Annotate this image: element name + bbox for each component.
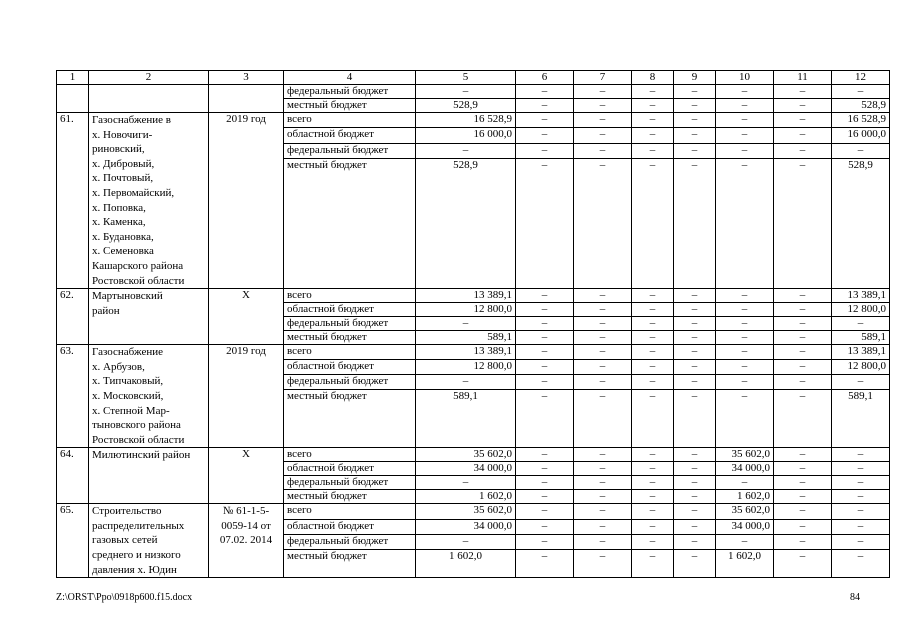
value-cell: – (674, 113, 716, 128)
value-cell: 34 000,0 (416, 462, 516, 476)
value-cell: – (632, 504, 674, 519)
budget-label: всего (284, 289, 416, 303)
value-cell: – (574, 289, 632, 303)
value-cell: – (516, 375, 574, 390)
row-number: 63. (57, 345, 89, 448)
value-cell: 34 000,0 (716, 519, 774, 534)
value-cell: – (674, 519, 716, 534)
table-row (57, 289, 890, 303)
value-cell: 13 389,1 (832, 289, 890, 303)
value-cell: – (716, 289, 774, 303)
value-cell: 13 389,1 (832, 345, 890, 360)
object-name: Газоснабжение х. Арбузов, х. Типчаковый, х. Московский, х. Степной Мар- тыновского района Ростовской области (89, 345, 209, 448)
value-cell: – (674, 303, 716, 317)
header-row (57, 71, 890, 85)
value-cell: – (516, 331, 574, 345)
row-number: 64. (57, 448, 89, 504)
col-header: 5 (416, 71, 516, 85)
value-cell: – (774, 113, 832, 128)
value-cell: – (574, 490, 632, 504)
value-cell: – (774, 159, 832, 289)
value-cell: – (674, 345, 716, 360)
value-cell: – (416, 317, 516, 331)
value-cell: 1 602,0 (716, 550, 774, 578)
value-cell: 1 602,0 (416, 490, 516, 504)
value-cell: – (416, 85, 516, 99)
value-cell: – (516, 289, 574, 303)
value-cell: – (574, 317, 632, 331)
value-cell: 13 389,1 (416, 345, 516, 360)
value-cell: – (674, 462, 716, 476)
value-cell: – (832, 375, 890, 390)
value-cell: – (516, 345, 574, 360)
budget-label: всего (284, 504, 416, 519)
value-cell: – (632, 345, 674, 360)
budget-label: федеральный бюджет (284, 534, 416, 549)
value-cell: – (832, 317, 890, 331)
value-cell: – (774, 375, 832, 390)
value-cell: – (832, 534, 890, 549)
value-cell: 589,1 (832, 331, 890, 345)
value-cell: – (632, 490, 674, 504)
value-cell: – (574, 128, 632, 143)
value-cell: – (774, 519, 832, 534)
table-row (57, 85, 890, 99)
value-cell: – (674, 534, 716, 549)
value-cell: – (674, 143, 716, 158)
col-header: 12 (832, 71, 890, 85)
value-cell: – (774, 85, 832, 99)
value-cell: – (716, 113, 774, 128)
value-cell: – (774, 448, 832, 462)
value-cell: – (716, 390, 774, 448)
table-row (57, 504, 890, 519)
value-cell: – (674, 159, 716, 289)
value-cell: – (516, 476, 574, 490)
value-cell: – (832, 490, 890, 504)
value-cell: – (774, 360, 832, 375)
value-cell: – (574, 550, 632, 578)
value-cell: – (774, 331, 832, 345)
value-cell: – (516, 504, 574, 519)
col-header: 11 (774, 71, 832, 85)
value-cell: – (574, 462, 632, 476)
value-cell: – (632, 113, 674, 128)
budget-label: местный бюджет (284, 390, 416, 448)
value-cell: – (716, 476, 774, 490)
value-cell: – (832, 85, 890, 99)
value-cell: – (716, 345, 774, 360)
budget-label: областной бюджет (284, 519, 416, 534)
value-cell: – (716, 303, 774, 317)
value-cell: – (632, 143, 674, 158)
value-cell: – (632, 289, 674, 303)
value-cell: – (516, 99, 574, 113)
value-cell: – (832, 504, 890, 519)
value-cell: – (674, 476, 716, 490)
value-cell: – (832, 519, 890, 534)
value-cell: – (774, 390, 832, 448)
value-cell: 34 000,0 (716, 462, 774, 476)
value-cell: – (574, 375, 632, 390)
value-cell: 16 528,9 (416, 113, 516, 128)
value-cell: 16 000,0 (416, 128, 516, 143)
col-header: 2 (89, 71, 209, 85)
value-cell: – (832, 476, 890, 490)
value-cell: 35 602,0 (416, 504, 516, 519)
value-cell: 12 800,0 (416, 303, 516, 317)
value-cell: – (674, 331, 716, 345)
value-cell: – (674, 128, 716, 143)
value-cell: – (716, 375, 774, 390)
value-cell: – (574, 331, 632, 345)
value-cell: – (574, 85, 632, 99)
value-cell: – (574, 99, 632, 113)
value-cell: – (574, 390, 632, 448)
table-row (57, 345, 890, 360)
value-cell: 589,1 (416, 390, 516, 448)
col-header: 3 (209, 71, 284, 85)
value-cell: – (516, 534, 574, 549)
value-cell: – (632, 128, 674, 143)
value-cell: – (716, 128, 774, 143)
value-cell: 35 602,0 (416, 448, 516, 462)
value-cell: – (774, 289, 832, 303)
col-header: 9 (674, 71, 716, 85)
value-cell: – (574, 448, 632, 462)
year-cell: 2019 год (209, 113, 284, 289)
object-name (89, 85, 209, 113)
value-cell: 589,1 (832, 390, 890, 448)
value-cell: – (516, 462, 574, 476)
value-cell: – (774, 303, 832, 317)
value-cell: – (632, 317, 674, 331)
budget-label: областной бюджет (284, 462, 416, 476)
value-cell: 12 800,0 (832, 360, 890, 375)
value-cell: – (632, 390, 674, 448)
value-cell: – (716, 360, 774, 375)
value-cell: – (516, 317, 574, 331)
value-cell: – (774, 476, 832, 490)
value-cell: – (674, 289, 716, 303)
budget-label: федеральный бюджет (284, 375, 416, 390)
value-cell: – (632, 476, 674, 490)
object-name: Газоснабжение в х. Новочиги- риновский, х. Дибровый, х. Почтовый, х. Первомайский, х. Поповка, х. Каменка, х. Будановка, х. Семеновка Кашарского района Ростовской области (89, 113, 209, 289)
value-cell: 12 800,0 (416, 360, 516, 375)
value-cell: 528,9 (832, 159, 890, 289)
value-cell: – (774, 462, 832, 476)
value-cell: – (516, 490, 574, 504)
col-header: 7 (574, 71, 632, 85)
object-name: Строительство распределительных газовых сетей среднего и низкого давления х. Юдин (89, 504, 209, 578)
value-cell: – (674, 390, 716, 448)
budget-label: всего (284, 113, 416, 128)
value-cell: – (632, 99, 674, 113)
value-cell: – (774, 99, 832, 113)
budget-table (56, 70, 890, 578)
value-cell: – (774, 143, 832, 158)
col-header: 10 (716, 71, 774, 85)
value-cell: 589,1 (416, 331, 516, 345)
value-cell: – (516, 519, 574, 534)
value-cell: – (416, 143, 516, 158)
value-cell: 528,9 (832, 99, 890, 113)
budget-label: местный бюджет (284, 490, 416, 504)
value-cell: – (674, 375, 716, 390)
value-cell: 35 602,0 (716, 448, 774, 462)
budget-label: областной бюджет (284, 128, 416, 143)
table-row (57, 113, 890, 128)
value-cell: – (516, 85, 574, 99)
value-cell: – (674, 99, 716, 113)
value-cell: – (674, 550, 716, 578)
value-cell: – (716, 85, 774, 99)
value-cell: – (674, 360, 716, 375)
value-cell: – (516, 159, 574, 289)
col-header: 6 (516, 71, 574, 85)
budget-label: областной бюджет (284, 360, 416, 375)
value-cell: 1 602,0 (416, 550, 516, 578)
value-cell: – (774, 317, 832, 331)
value-cell: – (632, 534, 674, 549)
value-cell: – (716, 143, 774, 158)
budget-label: местный бюджет (284, 159, 416, 289)
col-header: 1 (57, 71, 89, 85)
value-cell: – (674, 448, 716, 462)
value-cell: – (832, 550, 890, 578)
value-cell: – (716, 331, 774, 345)
value-cell: – (632, 448, 674, 462)
year-cell (209, 85, 284, 113)
value-cell: – (632, 360, 674, 375)
value-cell: – (674, 490, 716, 504)
value-cell: – (574, 360, 632, 375)
value-cell: – (774, 490, 832, 504)
value-cell: – (632, 331, 674, 345)
row-number: 61. (57, 113, 89, 289)
value-cell: – (632, 375, 674, 390)
col-header: 8 (632, 71, 674, 85)
value-cell: – (632, 159, 674, 289)
project-doc-cell: № 61-1-5- 0059-14 от 07.02. 2014 (209, 504, 284, 578)
value-cell: – (716, 534, 774, 549)
value-cell: 34 000,0 (416, 519, 516, 534)
value-cell: – (574, 345, 632, 360)
value-cell: – (516, 550, 574, 578)
col-header: 4 (284, 71, 416, 85)
table-row (57, 448, 890, 462)
budget-label: местный бюджет (284, 550, 416, 578)
value-cell: – (632, 85, 674, 99)
value-cell: – (774, 504, 832, 519)
value-cell: – (516, 143, 574, 158)
page-number: 84 (850, 592, 860, 603)
value-cell: – (516, 113, 574, 128)
value-cell: 1 602,0 (716, 490, 774, 504)
value-cell: 16 000,0 (832, 128, 890, 143)
value-cell: – (516, 390, 574, 448)
value-cell: – (416, 534, 516, 549)
value-cell: – (774, 550, 832, 578)
value-cell: – (832, 462, 890, 476)
value-cell: – (416, 476, 516, 490)
value-cell: – (774, 128, 832, 143)
value-cell: – (674, 317, 716, 331)
value-cell: – (832, 448, 890, 462)
value-cell: – (574, 476, 632, 490)
value-cell: – (516, 128, 574, 143)
value-cell: – (516, 448, 574, 462)
value-cell: – (574, 113, 632, 128)
value-cell: – (716, 99, 774, 113)
value-cell: 13 389,1 (416, 289, 516, 303)
value-cell: – (632, 303, 674, 317)
value-cell: – (632, 550, 674, 578)
value-cell: – (716, 317, 774, 331)
value-cell: – (632, 519, 674, 534)
budget-label: федеральный бюджет (284, 476, 416, 490)
value-cell: – (774, 534, 832, 549)
value-cell: 528,9 (416, 99, 516, 113)
value-cell: – (674, 85, 716, 99)
year-cell: Х (209, 289, 284, 345)
value-cell: – (832, 143, 890, 158)
value-cell: 528,9 (416, 159, 516, 289)
row-number: 65. (57, 504, 89, 578)
budget-label: всего (284, 345, 416, 360)
year-cell: Х (209, 448, 284, 504)
value-cell: – (416, 375, 516, 390)
object-name: Мартыновский район (89, 289, 209, 345)
object-name: Милютинский район (89, 448, 209, 504)
value-cell: – (574, 143, 632, 158)
row-number (57, 85, 89, 113)
value-cell: – (674, 504, 716, 519)
budget-label: федеральный бюджет (284, 85, 416, 99)
value-cell: – (574, 519, 632, 534)
file-path: Z:\ORST\Ppo\0918p600.f15.docx (56, 592, 193, 603)
budget-label: федеральный бюджет (284, 143, 416, 158)
value-cell: – (574, 504, 632, 519)
budget-label: всего (284, 448, 416, 462)
year-cell: 2019 год (209, 345, 284, 448)
value-cell: – (774, 345, 832, 360)
value-cell: 16 528,9 (832, 113, 890, 128)
value-cell: – (632, 462, 674, 476)
budget-label: областной бюджет (284, 303, 416, 317)
row-number: 62. (57, 289, 89, 345)
value-cell: – (574, 159, 632, 289)
value-cell: – (716, 159, 774, 289)
value-cell: – (574, 534, 632, 549)
value-cell: – (516, 303, 574, 317)
budget-label: местный бюджет (284, 331, 416, 345)
value-cell: 35 602,0 (716, 504, 774, 519)
budget-label: местный бюджет (284, 99, 416, 113)
value-cell: 12 800,0 (832, 303, 890, 317)
value-cell: – (516, 360, 574, 375)
budget-label: федеральный бюджет (284, 317, 416, 331)
value-cell: – (574, 303, 632, 317)
